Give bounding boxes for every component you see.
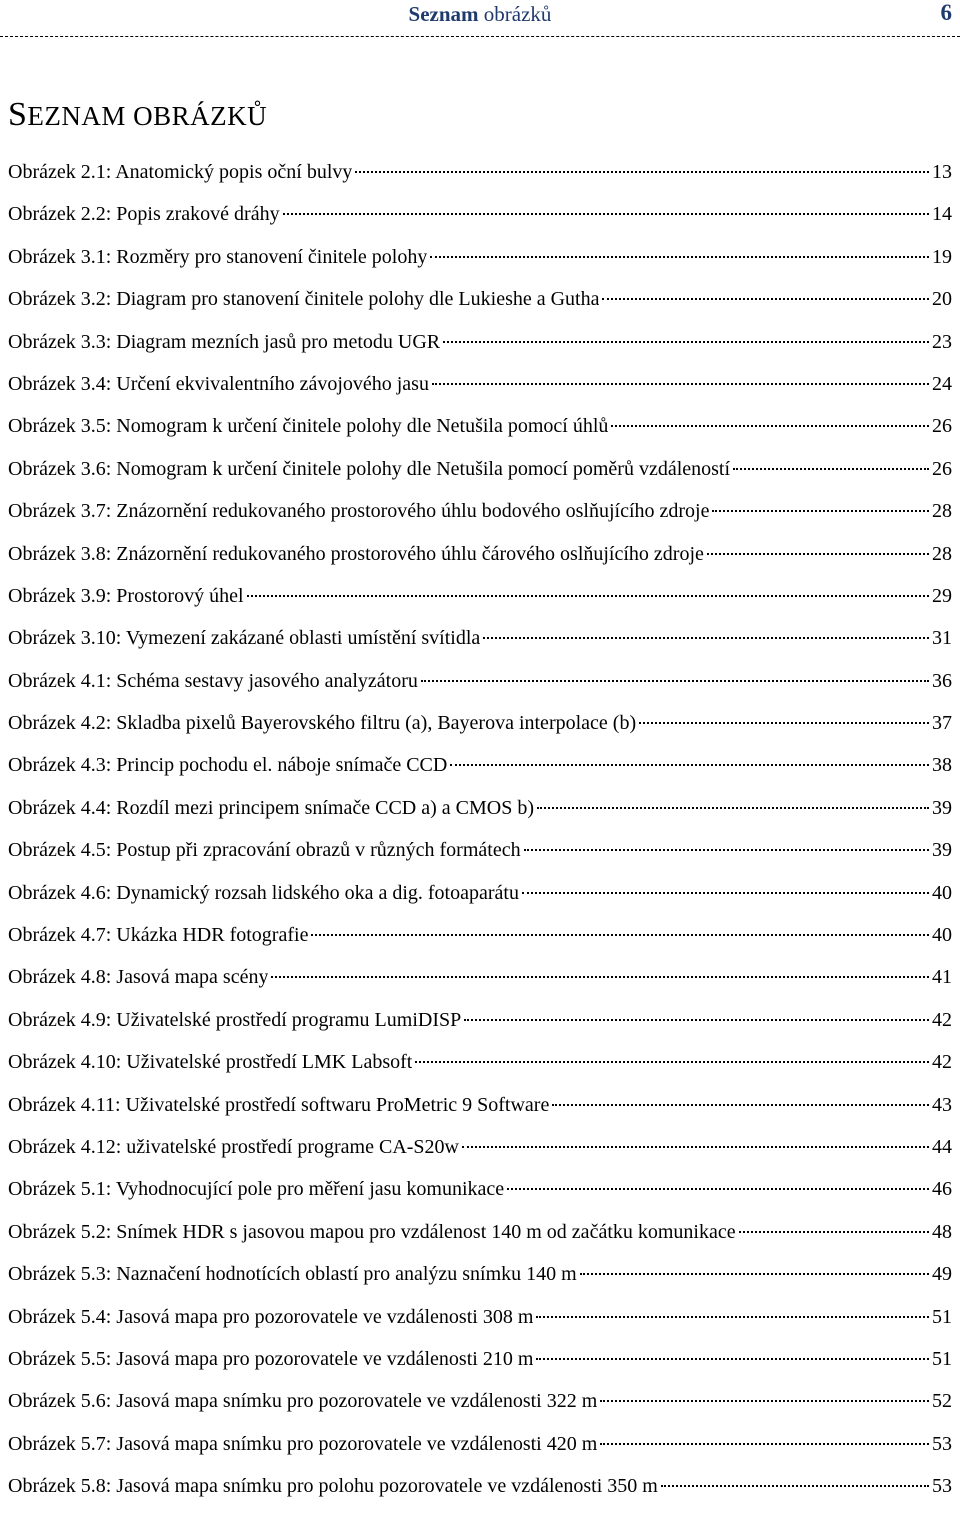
dot-leader xyxy=(507,1188,929,1190)
figure-page-number: 39 xyxy=(932,839,952,862)
figure-page-number: 42 xyxy=(932,1008,952,1031)
figure-caption: Obrázek 3.4: Určení ekvivalentního závojového jasu xyxy=(8,372,429,395)
dot-leader xyxy=(432,383,929,385)
figure-list-item[interactable] xyxy=(8,1132,952,1174)
figure-page-number: 42 xyxy=(932,1051,952,1074)
dot-leader xyxy=(537,807,929,809)
figure-list-item[interactable] xyxy=(8,284,952,326)
figure-list-item[interactable] xyxy=(8,962,952,1004)
dot-leader xyxy=(443,341,929,343)
figure-list-item[interactable] xyxy=(8,581,952,623)
dot-leader xyxy=(415,1061,929,1063)
figure-caption: Obrázek 5.3: Naznačení hodnotících oblastí pro analýzu snímku 140 m xyxy=(8,1263,577,1286)
running-header-title xyxy=(0,2,960,27)
figure-page-number: 31 xyxy=(932,627,952,650)
figure-page-number: 23 xyxy=(932,330,952,353)
dot-leader xyxy=(483,637,929,639)
figure-caption: Obrázek 4.1: Schéma sestavy jasového analyzátoru xyxy=(8,669,418,692)
dot-leader xyxy=(712,510,929,512)
dot-leader xyxy=(247,595,929,597)
figure-page-number: 20 xyxy=(932,288,952,311)
dot-leader xyxy=(421,680,929,682)
section-heading-initial: S xyxy=(8,96,28,133)
figure-page-number: 40 xyxy=(932,881,952,904)
figure-list-item[interactable] xyxy=(8,1259,952,1301)
figure-list-item[interactable] xyxy=(8,1174,952,1216)
figure-caption: Obrázek 5.4: Jasová mapa pro pozorovatele ve vzdálenosti 308 m xyxy=(8,1305,534,1328)
figure-list-item[interactable] xyxy=(8,1047,952,1089)
dot-leader xyxy=(733,468,929,470)
figure-page-number: 52 xyxy=(932,1390,952,1413)
figure-list-item[interactable] xyxy=(8,496,952,538)
figure-list-item[interactable] xyxy=(8,1302,952,1344)
figure-page-number: 39 xyxy=(932,796,952,819)
figure-list-item[interactable] xyxy=(8,1005,952,1047)
dot-leader xyxy=(311,934,929,936)
figure-page-number: 41 xyxy=(932,966,952,989)
dot-leader xyxy=(580,1273,929,1275)
figure-page-number: 14 xyxy=(932,203,952,226)
figure-list-item[interactable] xyxy=(8,835,952,877)
figure-caption: Obrázek 4.8: Jasová mapa scény xyxy=(8,966,269,989)
figure-page-number: 53 xyxy=(932,1475,952,1498)
figure-list-item[interactable] xyxy=(8,1217,952,1259)
figure-list-item[interactable] xyxy=(8,1471,952,1513)
figure-caption: Obrázek 4.12: uživatelské prostředí programe CA-S20w xyxy=(8,1135,459,1158)
running-header-page-number: 6 xyxy=(940,0,952,25)
figure-caption: Obrázek 3.3: Diagram mezních jasů pro metodu UGR xyxy=(8,330,441,353)
figure-list-item[interactable] xyxy=(8,454,952,496)
figure-caption: Obrázek 3.8: Znázornění redukovaného prostorového úhlu čárového oslňujícího zdroje xyxy=(8,542,704,565)
figure-page-number: 26 xyxy=(932,415,952,438)
running-header xyxy=(0,0,960,37)
figure-caption: Obrázek 3.6: Nomogram k určení činitele polohy dle Netušila pomocí poměrů vzdáleností xyxy=(8,457,731,480)
figure-list-item[interactable] xyxy=(8,623,952,665)
figure-page-number: 19 xyxy=(932,245,952,268)
dot-leader xyxy=(661,1485,929,1487)
dot-leader xyxy=(283,213,929,215)
figure-list-item[interactable] xyxy=(8,1429,952,1471)
figure-caption: Obrázek 3.9: Prostorový úhel xyxy=(8,584,244,607)
figure-caption: Obrázek 5.1: Vyhodnocující pole pro měření jasu komunikace xyxy=(8,1178,505,1201)
figure-list xyxy=(8,157,952,1514)
figure-page-number: 28 xyxy=(932,500,952,523)
dot-leader xyxy=(707,553,929,555)
running-header-title-rest: obrázků xyxy=(478,2,552,26)
figure-caption: Obrázek 4.3: Princip pochodu el. náboje snímače CCD xyxy=(8,754,448,777)
figure-caption: Obrázek 3.5: Nomogram k určení činitele polohy dle Netušila pomocí úhlů xyxy=(8,415,609,438)
figure-caption: Obrázek 2.1: Anatomický popis oční bulvy xyxy=(8,161,353,183)
figure-caption: Obrázek 3.7: Znázornění redukovaného prostorového úhlu bodového oslňujícího zdroje xyxy=(8,500,710,523)
figure-caption: Obrázek 4.4: Rozdíl mezi principem snímače CCD a) a CMOS b) xyxy=(8,796,534,819)
dot-leader xyxy=(462,1146,929,1148)
running-header-title-bold: Seznam xyxy=(408,2,479,26)
dot-leader xyxy=(639,722,929,724)
figure-list-item[interactable] xyxy=(8,666,952,708)
figure-list-item[interactable] xyxy=(8,1344,952,1386)
figure-page-number: 51 xyxy=(932,1305,952,1328)
dot-leader xyxy=(536,1358,929,1360)
figure-list-item[interactable] xyxy=(8,878,952,920)
figure-list-item[interactable] xyxy=(8,1090,952,1132)
figure-page-number: 51 xyxy=(932,1347,952,1370)
figure-page-number: 36 xyxy=(932,669,952,692)
dot-leader xyxy=(355,171,929,173)
figure-caption: Obrázek 3.10: Vymezení zakázané oblasti umístění svítidla xyxy=(8,627,481,650)
figure-list-item[interactable] xyxy=(8,1386,952,1428)
figure-list-item[interactable] xyxy=(8,750,952,792)
figure-list-item[interactable] xyxy=(8,369,952,411)
figure-list-item[interactable] xyxy=(8,327,952,369)
figure-page-number: 49 xyxy=(932,1263,952,1286)
figure-caption: Obrázek 4.2: Skladba pixelů Bayerovského filtru (a), Bayerova interpolace (b) xyxy=(8,712,637,735)
dot-leader xyxy=(602,298,929,300)
figure-page-number: 37 xyxy=(932,712,952,735)
figure-page-number: 44 xyxy=(932,1135,952,1158)
figure-caption: Obrázek 4.9: Uživatelské prostředí programu LumiDISP xyxy=(8,1008,462,1031)
dot-leader xyxy=(430,256,929,258)
figure-page-number: 43 xyxy=(932,1093,952,1116)
dot-leader xyxy=(611,425,929,427)
figure-page-number: 38 xyxy=(932,754,952,777)
figure-page-number: 24 xyxy=(932,372,952,395)
figure-page-number: 26 xyxy=(932,457,952,480)
figure-list-item[interactable] xyxy=(8,539,952,581)
figure-page-number: 48 xyxy=(932,1220,952,1243)
figure-caption: Obrázek 3.1: Rozměry pro stanovení činitele polohy xyxy=(8,245,428,268)
figure-list-item[interactable] xyxy=(8,708,952,750)
figure-list-item[interactable] xyxy=(8,411,952,453)
dot-leader xyxy=(536,1316,929,1318)
dot-leader xyxy=(271,976,929,978)
dot-leader xyxy=(739,1231,929,1233)
figure-page-number: 40 xyxy=(932,924,952,947)
dot-leader xyxy=(600,1443,929,1445)
figure-list-item[interactable] xyxy=(8,242,952,284)
figure-caption: Obrázek 4.7: Ukázka HDR fotografie xyxy=(8,924,309,947)
figure-caption: Obrázek 4.10: Uživatelské prostředí LMK Labsoft xyxy=(8,1051,413,1074)
dot-leader xyxy=(450,764,929,766)
dot-leader xyxy=(552,1104,929,1106)
figure-caption: Obrázek 5.2: Snímek HDR s jasovou mapou pro vzdálenost 140 m od začátku komunikace xyxy=(8,1220,736,1243)
figure-caption: Obrázek 5.5: Jasová mapa pro pozorovatele ve vzdálenosti 210 m xyxy=(8,1347,534,1370)
figure-caption: Obrázek 5.8: Jasová mapa snímku pro polohu pozorovatele ve vzdálenosti 350 m xyxy=(8,1475,658,1498)
figure-list-item[interactable] xyxy=(8,793,952,835)
figure-list-item[interactable] xyxy=(8,199,952,241)
dot-leader xyxy=(464,1019,929,1021)
figure-caption: Obrázek 3.2: Diagram pro stanovení činitele polohy dle Lukieshe a Gutha xyxy=(8,288,600,311)
figure-caption: Obrázek 4.11: Uživatelské prostředí softwaru ProMetric 9 Software xyxy=(8,1093,550,1116)
dot-leader xyxy=(522,892,929,894)
figure-page-number: 53 xyxy=(932,1432,952,1455)
figure-page-number: 13 xyxy=(932,161,952,183)
figure-list-item[interactable] xyxy=(8,920,952,962)
dot-leader xyxy=(524,849,929,851)
figure-list-item[interactable] xyxy=(8,157,952,199)
figure-caption: Obrázek 5.6: Jasová mapa snímku pro pozorovatele ve vzdálenosti 322 m xyxy=(8,1390,598,1413)
figure-page-number: 28 xyxy=(932,542,952,565)
section-heading xyxy=(8,96,267,134)
figure-page-number: 29 xyxy=(932,584,952,607)
section-heading-rest: EZNAM OBRÁZKŮ xyxy=(27,101,268,131)
dot-leader xyxy=(600,1400,929,1402)
figure-page-number: 46 xyxy=(932,1178,952,1201)
figure-caption: Obrázek 4.6: Dynamický rozsah lidského oka a dig. fotoaparátu xyxy=(8,881,519,904)
figure-caption: Obrázek 2.2: Popis zrakové dráhy xyxy=(8,203,280,226)
figure-caption: Obrázek 4.5: Postup při zpracování obrazů v různých formátech xyxy=(8,839,521,862)
figure-caption: Obrázek 5.7: Jasová mapa snímku pro pozorovatele ve vzdálenosti 420 m xyxy=(8,1432,598,1455)
